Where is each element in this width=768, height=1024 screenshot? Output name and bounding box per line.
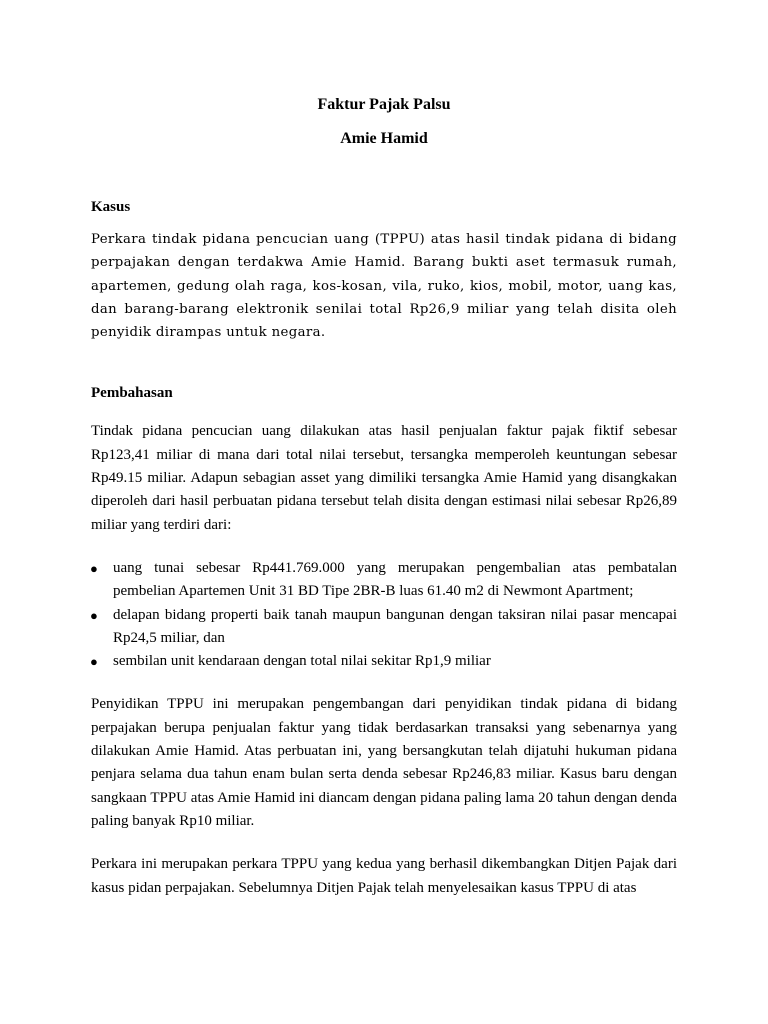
list-item-text: delapan bidang properti baik tanah maupun bangunan dengan taksiran nilai pasar mencapai Rp24,5 miliar, dan [113, 606, 677, 646]
document-page [91, 94, 677, 900]
list-item-text: sembilan unit kendaraan dengan total nilai sekitar Rp1,9 miliar [113, 653, 491, 670]
bullet-icon: ● [90, 654, 98, 670]
bullet-icon: ● [90, 560, 98, 576]
paragraph-pembahasan-1: Tindak pidana pencucian uang dilakukan atas hasil penjualan faktur pajak fiktif sebesar Rp123,41 miliar di mana dari total nilai tersebut, tersangka memperoleh keuntungan sebesar Rp49.15 miliar. Adapun sebagian asset yang dimiliki tersangka Amie Hamid yang disangkakan diperoleh dari hasil perbuatan pidana tersebut telah disita dengan estimasi nilai sebesar Rp26,89 miliar yang terdiri dari: [91, 423, 677, 533]
list-item [91, 650, 677, 673]
list-item [91, 557, 677, 604]
list-item [91, 604, 677, 651]
bullet-icon: ● [90, 607, 98, 623]
document-author: Amie Hamid [340, 130, 428, 147]
document-title: Faktur Pajak Palsu [317, 96, 451, 113]
asset-list [91, 557, 677, 673]
section-heading-kasus: Kasus [91, 199, 131, 215]
paragraph-pembahasan-2: Penyidikan TPPU ini merupakan pengembangan dari penyidikan tindak pidana di bidang perpajakan berupa penjualan faktur yang tidak berdasarkan transaksi yang sebenarnya yang dilakukan Amie Hamid. Atas perbuatan ini, yang bersangkutan telah dijatuhi hukuman pidana penjara selama dua tahun enam bulan serta denda sebesar Rp246,83 miliar. Kasus baru dengan sangkaan TPPU atas Amie Hamid ini diancam dengan pidana paling lama 20 tahun dengan denda paling banyak Rp10 miliar. [91, 696, 677, 829]
paragraph-kasus: Perkara tindak pidana pencucian uang (TPPU) atas hasil tindak pidana di bidang perpajakan dengan terdakwa Amie Hamid. Barang bukti aset termasuk rumah, apartemen, gedung olah raga, kos-kosan, vila, ruko, kios, mobil, motor, uang kas, dan barang-barang elektronik senilai total Rp26,9 miliar yang telah disita oleh penyidik dirampas untuk negara. [91, 232, 677, 341]
section-heading-pembahasan: Pembahasan [91, 385, 173, 402]
list-item-text: uang tunai sebesar Rp441.769.000 yang merupakan pengembalian atas pembatalan pembelian Apartemen Unit 31 BD Tipe 2BR-B luas 61.40 m2 di Newmont Apartment; [113, 559, 677, 600]
paragraph-pembahasan-3: Perkara ini merupakan perkara TPPU yang kedua yang berhasil dikembangkan Ditjen Pajak dari kasus pidan perpajakan. Sebelumnya Ditjen Pajak telah menyelesaikan kasus TPPU di atas [91, 856, 677, 896]
